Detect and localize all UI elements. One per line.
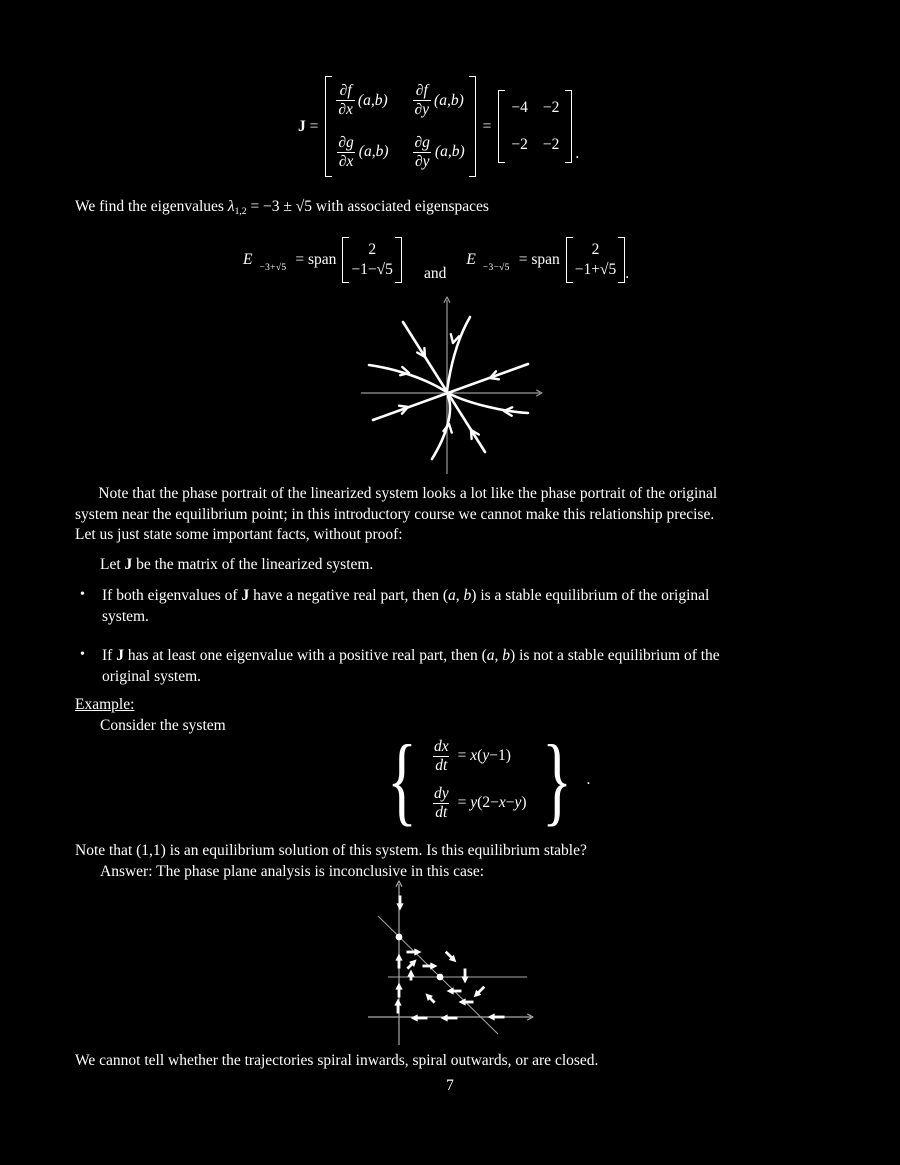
jacobian-cell [336,134,388,172]
eigenspace-subscript: −3+√5 [259,262,287,273]
trajectory-from-top-right [447,317,470,391]
direction-field-figure [353,878,545,1050]
eigenspace-symbol: E [243,250,253,268]
matrix-entry: −2 [511,136,528,154]
deriv-den: dt [435,803,448,821]
matrix-entry: −4 [511,99,528,117]
bullet-icon: • [80,647,85,662]
jacobian-cell [413,134,465,172]
matrix-j-symbol: J [298,117,306,135]
jacobian-matrix [325,76,475,177]
numeric-matrix [498,90,572,163]
field-arrowhead-icon [414,948,421,955]
conjunction-and: and [423,264,447,282]
field-arrowhead-icon [395,954,402,961]
eigenspace-right [466,237,625,283]
field-arrowhead-icon [394,999,401,1006]
eigenspace-left [243,237,402,283]
bullet-icon: • [80,587,85,602]
eigenspace-symbol: E [466,250,476,268]
field-arrowhead-icon [411,1014,418,1021]
field-arrowhead-icon [488,1013,495,1020]
partial-den: ∂y [414,152,430,170]
equals-sign: = [309,117,319,135]
ode-row-dx [432,738,527,776]
ode-system-equation [378,724,591,835]
period: . [586,771,591,788]
partial-num: ∂f [339,82,352,99]
period: . [625,264,630,282]
field-arrowhead-icon [407,970,414,977]
jacobian-lhs [298,118,318,136]
eval-point: (a,b) [434,91,464,109]
equals-span: = span [295,250,337,268]
field-arrowhead-icon [459,998,466,1005]
period: . [575,145,580,163]
equilibrium-dot-1-1 [437,974,444,981]
ode-rhs: = x(y−1) [457,747,511,765]
deriv-num: dy [434,784,449,802]
vector-entry: −1−√5 [351,261,393,279]
partial-num: ∂g [414,133,430,151]
answer-line: Answer: The phase plane analysis is inconclusive in this case: [100,863,485,880]
page-number: 7 [446,1077,454,1094]
matrix-entry: −2 [542,99,560,117]
partial-den: ∂x [338,152,354,170]
equilibrium-dot-0-2 [396,934,403,941]
eval-point: (a,b) [358,143,389,161]
left-brace: { [387,724,417,835]
equilibrium-question-line: Note that (1,1) is an equilibrium solution of this system. Is this equilibrium stable? [75,842,587,859]
let-j-line: Let J be the matrix of the linearized system. [100,556,374,573]
partial-num: ∂g [338,133,354,151]
bullet-item-unstable: If J has at least one eigenvalue with a positive real part, then (a, b) is not a stable equilibrium of the original system. [102,647,720,685]
eigenspaces-line [243,237,629,283]
field-arrowhead-icon [441,1014,448,1021]
ode-rhs: = y(2−x−y) [457,793,527,811]
intro-paragraph: Note that the phase portrait of the linearized system looks a lot like the phase portrait of the original system near the equilibrium point; in this introductory course we cannot make this relationship precise. Let us just state some important facts, without proof: [75,485,718,544]
matrix-entry: −2 [542,136,560,154]
eigenvector [342,237,402,283]
jacobian-equation [298,76,579,177]
bullet-item-stable: If both eigenvalues of J have a negative real part, then (a, b) is a stable equilibrium of the original system. [102,587,710,625]
deriv-num: dx [434,737,449,755]
partial-den: ∂y [414,101,430,119]
eval-point: (a,b) [357,91,388,109]
vector-entry: 2 [591,241,600,258]
consider-line: Consider the system [100,717,226,734]
field-arrowhead-icon [395,983,402,990]
ode-row-dy [432,785,527,823]
equals-span: = span [518,250,560,268]
trajectory-from-right [450,394,528,413]
eigenvalues-line: We find the eigenvalues λ1,2 = −3 ± √5 with associated eigenspaces [75,198,489,217]
right-brace: } [541,724,572,835]
vector-entry: 2 [368,241,377,258]
eval-point: (a,b) [434,143,465,161]
phase-portrait-figure [356,294,546,478]
eigenspace-subscript: −3−√5 [482,262,510,273]
field-arrowhead-icon [461,976,468,983]
conclusion-line: We cannot tell whether the trajectories spiral inwards, spiral outwards, or are closed. [75,1052,599,1069]
deriv-den: dt [435,757,448,775]
field-arrowhead-icon [396,903,403,910]
vector-entry: −1+√5 [574,261,617,279]
partial-num: ∂f [415,82,428,99]
jacobian-cell [413,82,465,120]
equals-sign: = [482,117,492,135]
jacobian-cell [336,82,388,120]
field-arrowhead-icon [430,962,437,969]
partial-den: ∂x [338,101,353,119]
example-heading: Example: [75,696,135,713]
eigenvector [566,237,626,283]
numeric-matrix-group [498,90,579,163]
field-arrowhead-icon [447,987,454,994]
